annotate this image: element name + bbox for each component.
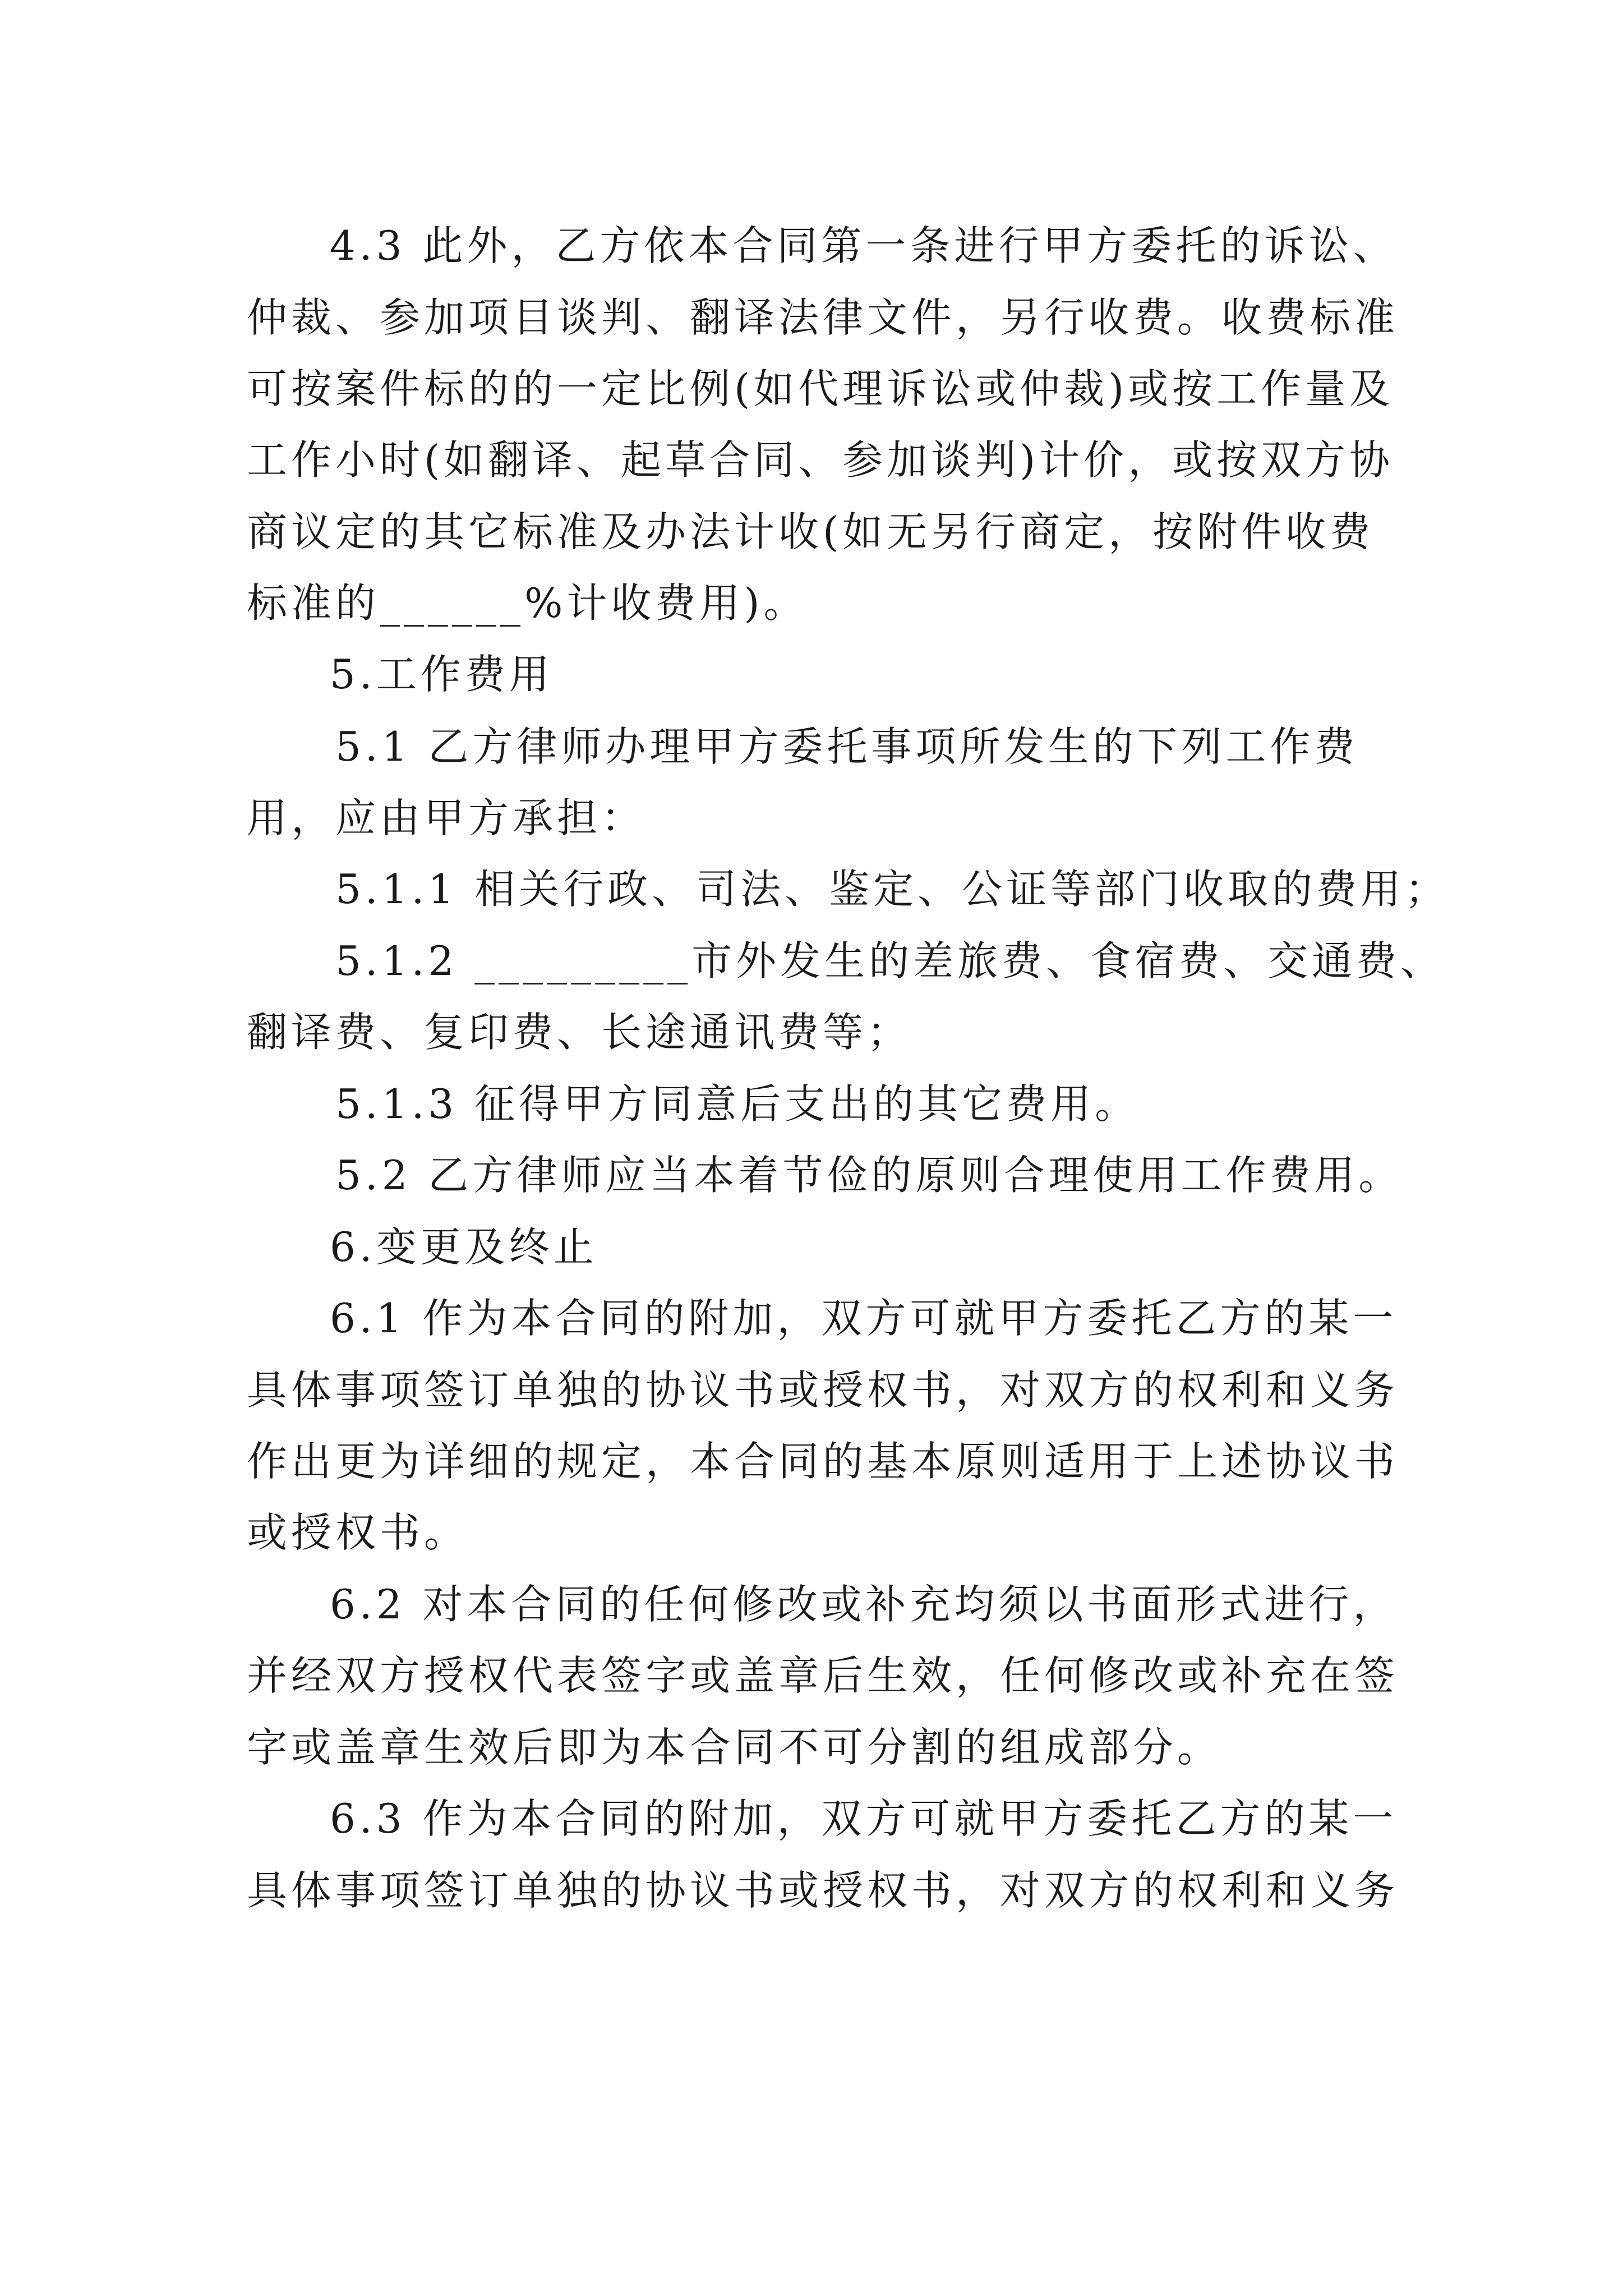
text-line: 商议定的其它标准及办法计收(如无另行商定，按附件收费 [247, 508, 1375, 555]
text-line: 工作小时(如翻译、起草合同、参加谈判)计价，或按双方协 [247, 436, 1394, 484]
text-line: 5.1.3 征得甲方同意后支出的其它费用。 [335, 1080, 1140, 1128]
text-line: 翻译费、复印费、长途通讯费等； [247, 1009, 912, 1056]
section-heading: 6.变更及终止 [330, 1223, 598, 1271]
text-line: 4.3 此外，乙方依本合同第一条进行甲方委托的诉讼、 [330, 222, 1398, 269]
text-line: 6.2 对本合同的任何修改或补充均须以书面形式进行， [330, 1581, 1398, 1628]
text-line: 仲裁、参加项目谈判、翻译法律文件，另行收费。收费标准 [247, 294, 1399, 341]
text-line: 5.1.1 相关行政、司法、鉴定、公证等部门收取的费用； [335, 866, 1450, 913]
text-line: 并经双方授权代表签字或盖章后生效，任何修改或补充在签 [247, 1652, 1399, 1699]
section-heading: 5.工作费用 [330, 651, 554, 698]
text-line: 6.1 作为本合同的附加，双方可就甲方委托乙方的某一 [330, 1295, 1398, 1342]
text-line: 作出更为详细的规定，本合同的基本原则适用于上述协议书 [247, 1438, 1399, 1485]
text-line: 标准的______%计收费用)。 [247, 579, 808, 627]
text-line: 可按案件标的的一定比例(如代理诉讼或仲裁)或按工作量及 [247, 365, 1394, 412]
text-line: 5.1.2 _________市外发生的差旅费、食宿费、交通费、 [335, 937, 1445, 984]
text-line: 5.1 乙方律师办理甲方委托事项所发生的下列工作费 [335, 723, 1359, 770]
text-line: 字或盖章生效后即为本合同不可分割的组成部分。 [247, 1724, 1222, 1771]
text-line: 5.2 乙方律师应当本着节俭的原则合理使用工作费用。 [335, 1152, 1403, 1199]
text-line: 6.3 作为本合同的附加，双方可就甲方委托乙方的某一 [330, 1795, 1398, 1842]
text-line: 或授权书。 [247, 1509, 469, 1556]
text-line: 用，应由甲方承担： [247, 794, 646, 841]
text-line: 具体事项签订单独的协议书或授权书，对双方的权利和义务 [247, 1366, 1399, 1414]
text-line: 具体事项签订单独的协议书或授权书，对双方的权利和义务 [247, 1867, 1399, 1914]
